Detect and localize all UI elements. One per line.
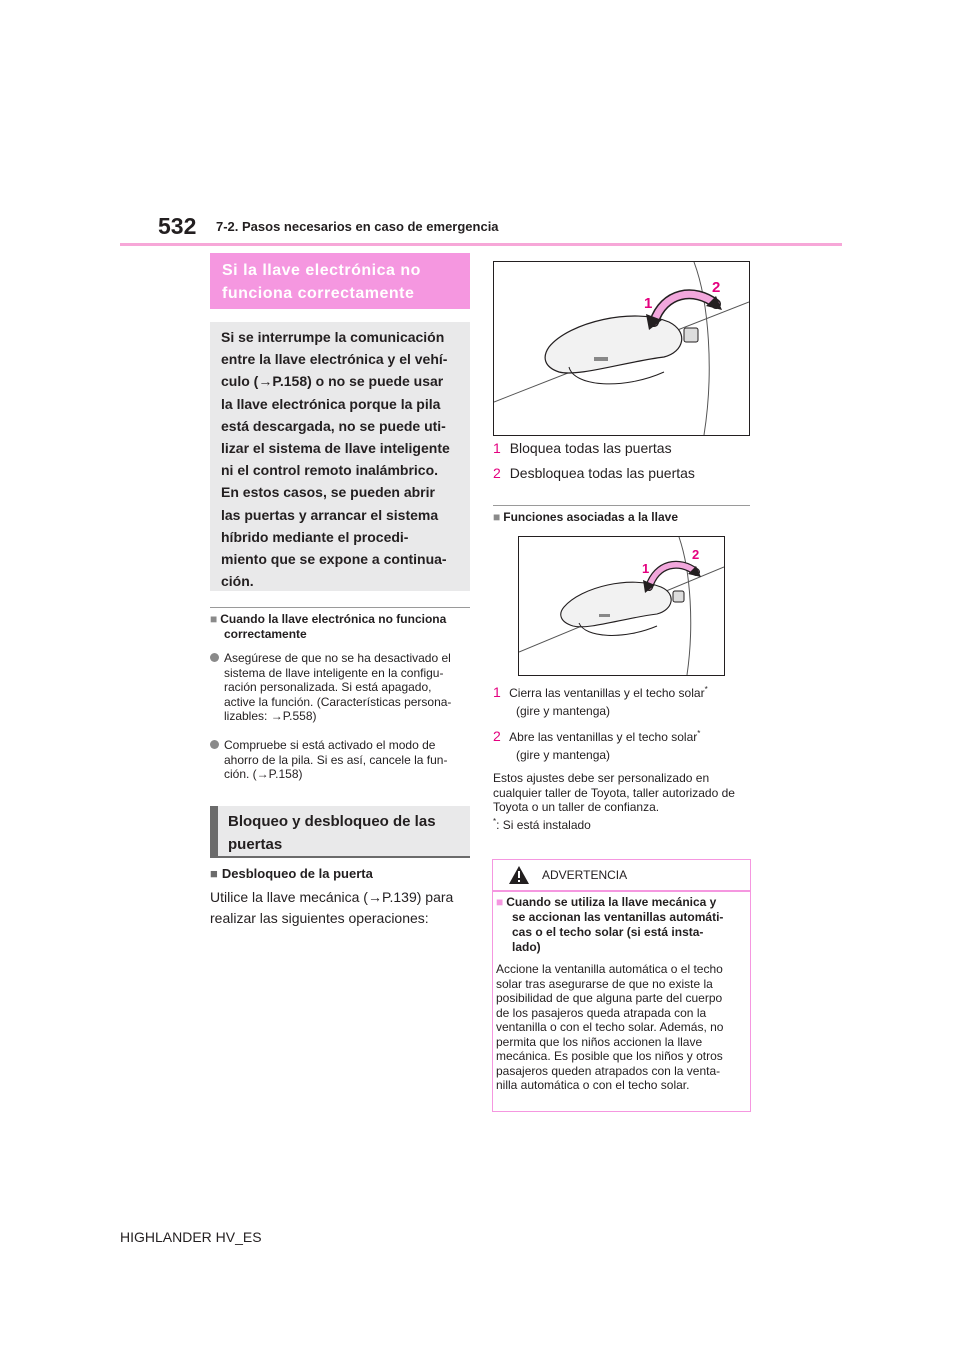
- note-line: Toyota o un taller de confianza.: [493, 800, 660, 814]
- intro-box: [210, 322, 470, 591]
- section-heading-locking: [210, 806, 470, 858]
- footnote-mark: *: [697, 729, 701, 738]
- bullet-dot-icon: [210, 740, 219, 749]
- bullet-line: ahorro de la pila. Si es así, cancele la fun-: [224, 752, 448, 767]
- intro-line: ción.: [221, 573, 254, 590]
- warning-heading: [496, 895, 746, 955]
- warning-heading-line: Cuando se utiliza la llave mecánica y: [506, 895, 717, 909]
- bullet-dot-icon: [210, 653, 219, 662]
- heading-line: Si la llave electrónica no: [222, 262, 421, 279]
- step-number: 1: [493, 684, 501, 700]
- warning-heading-line: se accionan las ventanillas automáti-: [512, 910, 724, 924]
- heading-line: puertas: [228, 836, 283, 853]
- square-bullet-icon: ■: [210, 612, 218, 626]
- warning-body-line: posibilidad de que alguna parte del cuerpo: [496, 991, 723, 1005]
- door-handle-drawing: [519, 537, 724, 675]
- bullet-item: [210, 651, 472, 724]
- figure-label: 1: [644, 295, 653, 312]
- bullet-item: [210, 738, 472, 782]
- bullet-line: ración personalizada. Si está apagado,: [224, 680, 432, 694]
- warning-body-line: pasajeros queden atrapados con la venta-: [496, 1063, 721, 1078]
- square-bullet-icon: ■: [493, 510, 501, 524]
- sub-heading-line: correctamente: [224, 627, 307, 641]
- door-handle-illustration-1: [493, 261, 750, 436]
- section-title: 7-2. Pasos necesarios en caso de emergencia: [216, 219, 499, 234]
- step-number: 1: [493, 440, 501, 456]
- footnote-text: : Si está instalado: [496, 817, 591, 832]
- figure-label: 1: [642, 561, 650, 576]
- intro-line: entre la llave electrónica y el vehí-: [221, 351, 448, 368]
- heading-line: Bloqueo y desbloqueo de las: [228, 813, 436, 830]
- bullet-line: lizables: →P.558): [224, 709, 317, 723]
- step-text: Abre las ventanillas y el techo solar: [509, 730, 698, 744]
- intro-line: la llave electrónica porque la pila: [221, 395, 441, 412]
- warning-body-line: de los pasajeros queda atrapada con la: [496, 1005, 707, 1020]
- header-rule: [120, 243, 842, 246]
- sub-heading-key-functions: [493, 510, 678, 525]
- warning-body-line: nilla automática o con el techo solar.: [496, 1078, 690, 1092]
- step-number: 2: [493, 728, 501, 744]
- note-line: Estos ajustes debe ser personalizado en: [493, 771, 710, 785]
- warning-heading-line: cas o el techo solar (si está insta-: [512, 925, 704, 939]
- step-text: Desbloquea todas las puertas: [509, 465, 695, 481]
- warning-title-rule: [493, 890, 750, 892]
- step-note: (gire y mantenga): [516, 704, 611, 718]
- step-close-windows: [493, 684, 708, 718]
- bullet-line: Asegúrese de que no se ha desactivado el: [224, 651, 451, 665]
- sub-heading-unlock: [210, 866, 373, 881]
- sub-heading-key-failure: [210, 612, 470, 642]
- warning-body-line: mecánica. Es posible que los niños y otros: [496, 1049, 723, 1063]
- door-handle-illustration-2: [518, 536, 725, 676]
- intro-line: En estos casos, se pueden abrir: [221, 484, 435, 501]
- warning-body-line: permita que los niños accionen la llave: [496, 1034, 703, 1049]
- footnote: [493, 815, 758, 833]
- warning-box: [492, 859, 751, 1112]
- warning-title-bar: [493, 860, 750, 890]
- intro-line: miento que se expone a continua-: [221, 551, 447, 568]
- heading-line: funciona correctamente: [222, 285, 415, 302]
- sub-heading-text: Desbloqueo de la puerta: [221, 866, 373, 881]
- intro-line: lizar el sistema de llave inteligente: [221, 440, 450, 457]
- step-lock: [493, 440, 672, 456]
- section-heading-smart-key: [210, 253, 470, 309]
- page-number: 532: [158, 213, 197, 239]
- warning-heading-line: lado): [512, 940, 541, 954]
- step-unlock: [493, 465, 695, 481]
- warning-body: [496, 962, 748, 1093]
- body-line: Utilice la llave mecánica (→P.139) para: [210, 889, 454, 905]
- figure-label: 2: [692, 547, 700, 562]
- warning-body-line: Accione la ventanilla automática o el techo: [496, 962, 723, 976]
- intro-line: ni el control remoto inalámbrico.: [221, 462, 439, 479]
- warning-body-line: ventanilla o con el techo solar. Además, no: [496, 1020, 724, 1034]
- bullet-line: sistema de llave inteligente en la configu-: [224, 665, 444, 680]
- bullet-line: ción. (→P.158): [224, 767, 303, 781]
- sub-heading-text: Funciones asociadas a la llave: [503, 510, 678, 524]
- body-line: realizar las siguientes operaciones:: [210, 910, 429, 926]
- intro-line: las puertas y arrancar el sistema: [221, 506, 439, 523]
- body-paragraph: [210, 887, 475, 929]
- note-line: cualquier taller de Toyota, taller autorizado de: [493, 785, 735, 800]
- step-text: Bloquea todas las puertas: [509, 440, 672, 456]
- bullet-line: active la función. (Características persona-: [224, 694, 452, 709]
- door-handle-drawing: [494, 262, 749, 435]
- footnote-mark: *: [704, 685, 708, 694]
- bullet-line: Compruebe si está activado el modo de: [224, 738, 436, 752]
- warning-title: ADVERTENCIA: [542, 868, 628, 882]
- step-note: (gire y mantenga): [516, 748, 611, 762]
- customization-note: [493, 771, 758, 832]
- figure-label: 2: [712, 279, 721, 296]
- divider: [210, 607, 470, 608]
- square-bullet-icon: ■: [496, 895, 504, 909]
- divider: [493, 505, 750, 506]
- intro-line: culo (→P.158) o no se puede usar: [221, 373, 444, 390]
- warning-triangle-icon: [508, 865, 530, 885]
- intro-line: está descargada, no se puede uti-: [221, 417, 446, 434]
- warning-body-line: solar tras asegurarse de que no existe la: [496, 976, 713, 991]
- footnote-mark: *: [493, 816, 497, 826]
- intro-line: Si se interrumpe la comunicación: [221, 329, 445, 345]
- intro-line: híbrido mediante el procedi-: [221, 528, 409, 545]
- step-open-windows: [493, 728, 700, 762]
- sub-heading-line: Cuando la llave electrónica no funciona: [220, 612, 447, 626]
- footer-model: HIGHLANDER HV_ES: [120, 1229, 262, 1245]
- step-text: Cierra las ventanillas y el techo solar: [509, 686, 705, 700]
- step-number: 2: [493, 465, 501, 481]
- square-bullet-icon: ■: [210, 866, 218, 881]
